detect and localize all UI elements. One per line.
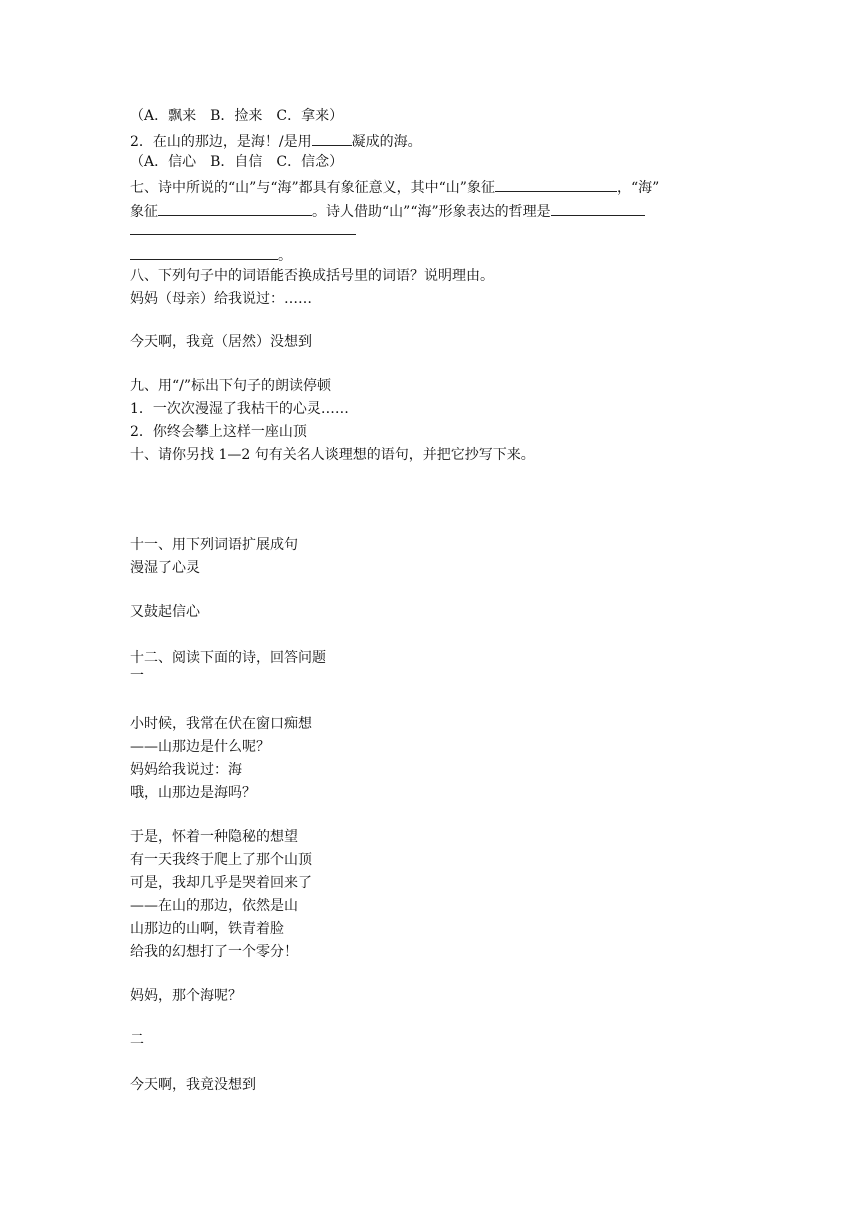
- question-7-sea: ，“海”: [616, 180, 660, 196]
- question-7-prefix: 七、诗中所说的“山”与“海”都具有象征意义，其中“山”象征: [130, 180, 495, 196]
- poem-line: ——山那边是什么呢？: [130, 739, 270, 755]
- options-line-1: （A．飘来 B．捡来 C．拿来）: [130, 108, 344, 124]
- question-9-item-2: 2．你终会攀上这样一座山顶: [130, 424, 307, 440]
- poem-section-1: 一: [130, 668, 144, 684]
- period: 。: [278, 248, 292, 264]
- question-11: 十一、用下列词语扩展成句: [130, 537, 298, 553]
- poem-line: 今天啊，我竟没想到: [130, 1077, 256, 1093]
- question-11-item-1: 漫湿了心灵: [130, 560, 200, 576]
- question-9: 九、用“/”标出下句子的朗读停顿: [130, 378, 332, 394]
- question-7-sea-label: 象征: [130, 204, 158, 220]
- poem-line: 小时候，我常在伏在窗口痴想: [130, 716, 312, 732]
- poem-line: 哦，山那边是海吗？: [130, 785, 256, 801]
- answer-line[interactable]: [130, 234, 356, 235]
- question-8: 八、下列句子中的词语能否换成括号里的词语？说明理由。: [130, 268, 494, 284]
- poem-section-2: 二: [130, 1032, 144, 1048]
- question-7-line-2: [130, 199, 645, 222]
- question-2-suffix: 凝成的海。: [351, 134, 422, 150]
- answer-blank[interactable]: [130, 243, 278, 260]
- answer-blank[interactable]: [551, 199, 645, 216]
- question-2-line: [130, 129, 422, 152]
- question-8-item-2: 今天啊，我竟（居然）没想到: [130, 334, 312, 350]
- poem-line: 妈妈给我说过：海: [130, 762, 242, 778]
- poem-line: 山那边的山啊，铁青着脸: [130, 921, 284, 937]
- poem-line: 给我的幻想打了一个零分！: [130, 944, 298, 960]
- question-12: 十二、阅读下面的诗，回答问题: [130, 650, 326, 666]
- question-9-item-1: 1．一次次漫湿了我枯干的心灵……: [130, 401, 349, 417]
- poem-line: 有一天我终于爬上了那个山顶: [130, 852, 312, 868]
- answer-blank[interactable]: [312, 129, 352, 146]
- poem-line: ——在山的那边，依然是山: [130, 898, 298, 914]
- question-7-line: [130, 175, 659, 198]
- answer-blank[interactable]: [495, 175, 617, 192]
- options-line-2: （A．信心 B．自信 C．信念）: [130, 154, 344, 170]
- answer-line-end: [130, 243, 292, 266]
- poem-line: 于是，怀着一种隐秘的想望: [130, 829, 298, 845]
- poem-line: 妈妈，那个海呢？: [130, 988, 242, 1004]
- poem-line: 可是，我却几乎是哭着回来了: [130, 875, 312, 891]
- question-8-item-1: 妈妈（母亲）给我说过：……: [130, 291, 312, 307]
- answer-blank[interactable]: [158, 199, 312, 216]
- question-7-philosophy: 。诗人借助“山”“海”形象表达的哲理是: [312, 204, 551, 220]
- question-11-item-2: 又鼓起信心: [130, 604, 200, 620]
- question-2-prefix: 2．在山的那边，是海！/是用: [130, 134, 312, 150]
- question-10: 十、请你另找 1—2 句有关名人谈理想的语句，并把它抄写下来。: [130, 447, 535, 463]
